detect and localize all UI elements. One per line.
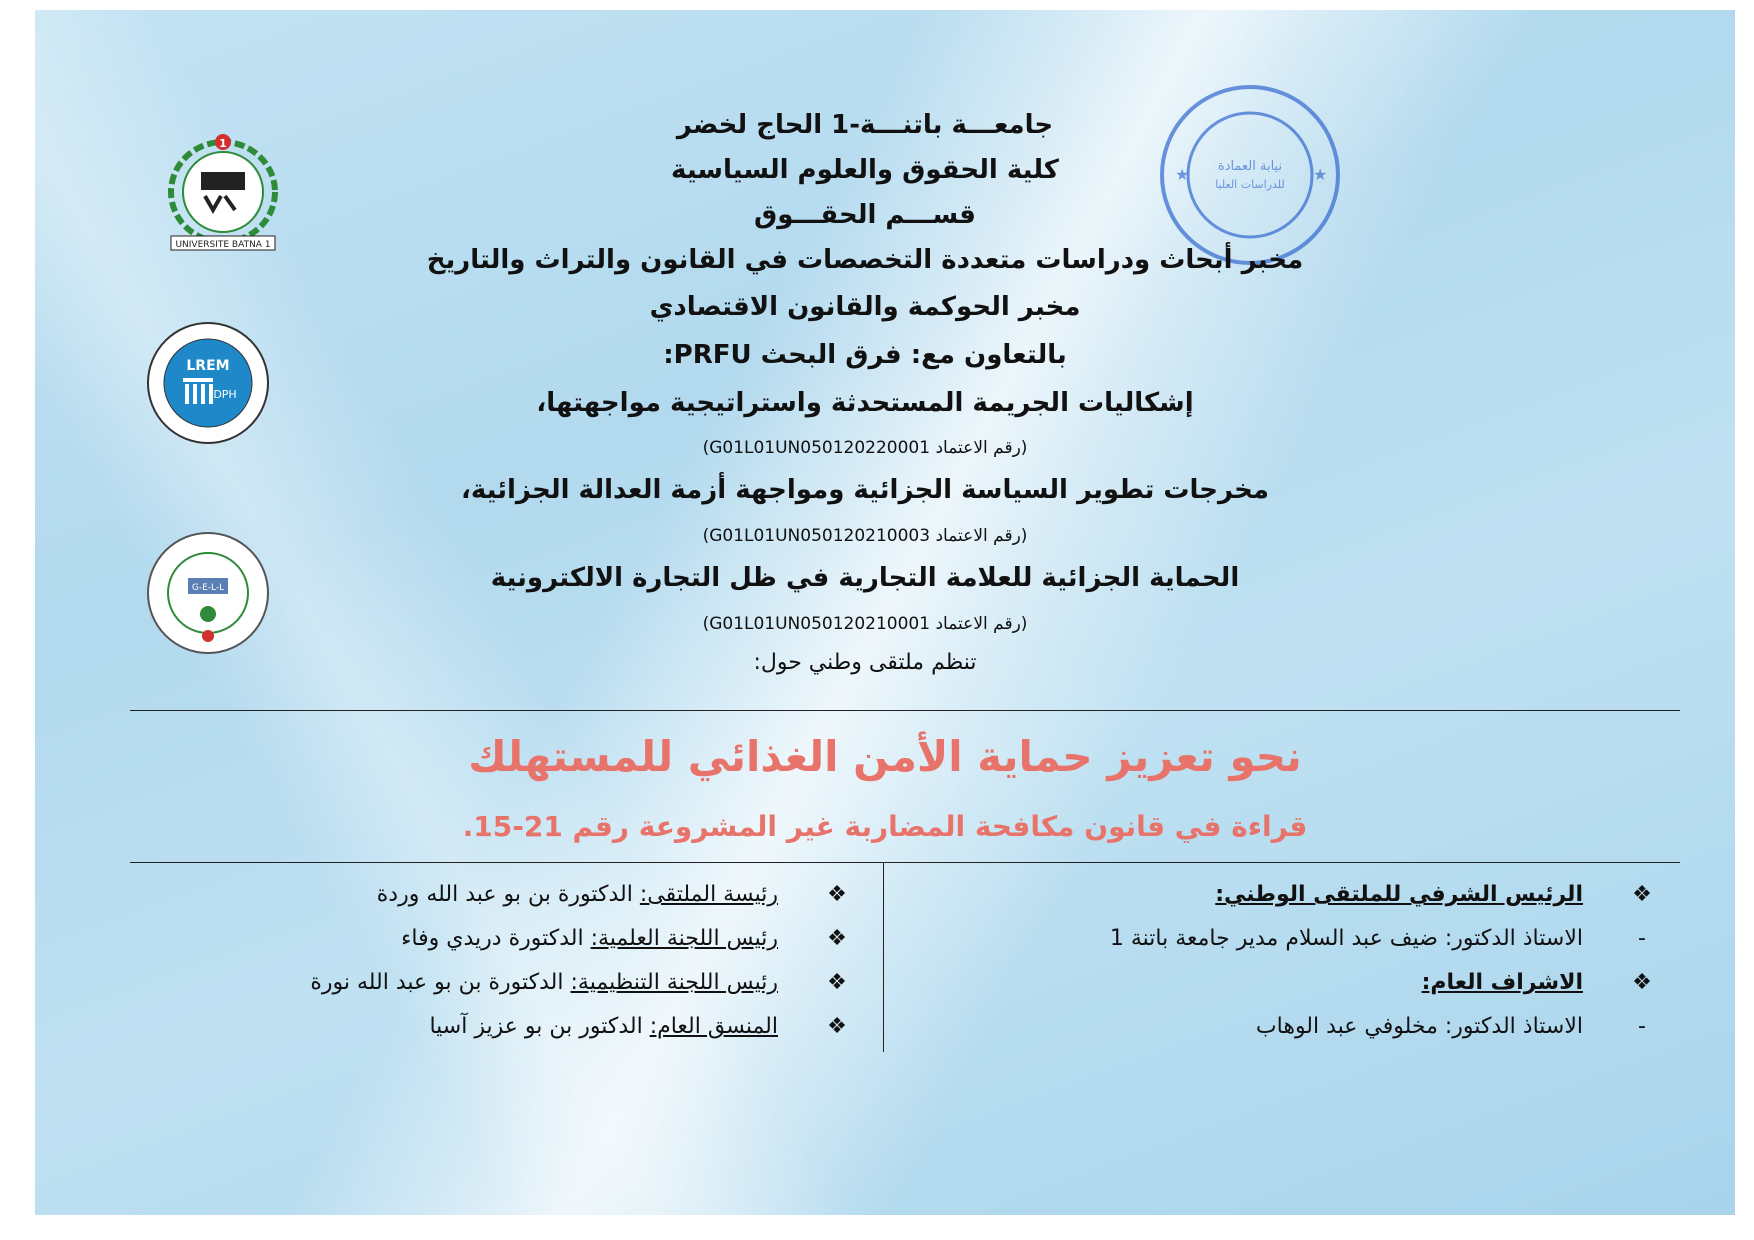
organizing-committee-label: رئيس اللجنة التنظيمية: (570, 970, 778, 995)
bullet-icon: ❖ (1632, 882, 1652, 907)
conference-title: نحو تعزيز حماية الأمن الغذائي للمستهلك (468, 732, 1302, 781)
bottom-divider (130, 862, 1680, 863)
chair-label: رئيسة الملتقى: (639, 882, 778, 907)
organize-line: تنظم ملتقى وطني حول: (753, 650, 977, 675)
svg-text:1: 1 (219, 137, 227, 150)
lab-lrem-text: LREM (186, 358, 230, 374)
lab-governance-logo (143, 528, 273, 658)
lab-name-1: مخبر أبحاث ودراسات متعددة التخصصات في القانون والتراث والتاريخ (426, 245, 1304, 275)
university-name: جامعـــة باتنـــة-1 الحاج لخضر (676, 110, 1054, 140)
dash-icon: - (1638, 1014, 1646, 1039)
lab-lrem-sub: DPH (213, 388, 237, 401)
lab-lrem-logo (143, 318, 273, 448)
honorary-chair-name: الاستاذ الدكتور: ضيف عبد السلام مدير جامعة باتنة 1 (1109, 926, 1583, 951)
bullet-icon: ❖ (827, 882, 847, 907)
svg-text:للدراسات العليا: للدراسات العليا (1215, 178, 1285, 191)
list-item (915, 968, 1655, 1012)
department-name: قســـم الحقـــوق (754, 200, 976, 230)
research-team-3: الحماية الجزائية للعلامة التجارية في ظل التجارة الالكترونية (490, 563, 1240, 593)
honorary-column (915, 880, 1655, 1056)
svg-text:★: ★ (1175, 165, 1190, 184)
lab-governance-text: G-E-L-L (191, 583, 225, 593)
collaboration-line: بالتعاون مع: فرق البحث PRFU: (663, 340, 1067, 370)
list-item (915, 1012, 1655, 1056)
svg-text:نيابة العمادة: نيابة العمادة (1217, 159, 1283, 174)
lab-name-2: مخبر الحوكمة والقانون الاقتصادي (649, 292, 1081, 322)
university-logo (143, 130, 303, 265)
bullet-icon: ❖ (827, 926, 847, 951)
research-team-2: مخرجات تطوير السياسة الجزائية ومواجهة أزمة العدالة الجزائية، (460, 475, 1270, 505)
chair-name: الدكتورة بن بو عبد الله وردة (376, 882, 633, 907)
university-logo-text: UNIVERSITE BATNA 1 (175, 240, 271, 250)
list-item (915, 880, 1655, 924)
research-team-3-code: (رقم الاعتماد G01L01UN050120210001) (702, 614, 1028, 634)
coordinator-name: الدكتور بن بو عزيز آسيا (429, 1014, 643, 1039)
dash-icon: - (1638, 926, 1646, 951)
official-stamp (1155, 80, 1345, 270)
top-divider (130, 710, 1680, 711)
list-item (130, 924, 850, 968)
bullet-icon: ❖ (827, 1014, 847, 1039)
organizing-committee-name: الدكتورة بن بو عبد الله نورة (310, 970, 564, 995)
list-item (130, 1012, 850, 1056)
bullet-icon: ❖ (1632, 970, 1652, 995)
list-item (130, 968, 850, 1012)
conference-subtitle: قراءة في قانون مكافحة المضاربة غير المشروعة رقم 21-15. (462, 810, 1308, 843)
bullet-icon: ❖ (827, 970, 847, 995)
supervision-name: الاستاذ الدكتور: مخلوفي عبد الوهاب (1255, 1014, 1583, 1039)
scientific-committee-name: الدكتورة دريدي وفاء (401, 926, 584, 951)
document-sheet (35, 10, 1735, 1215)
list-item (130, 880, 850, 924)
coordinator-label: المنسق العام: (649, 1014, 778, 1039)
svg-text:★: ★ (1313, 165, 1328, 184)
research-team-2-code: (رقم الاعتماد G01L01UN050120210003) (702, 526, 1028, 546)
faculty-name: كلية الحقوق والعلوم السياسية (671, 155, 1059, 185)
research-team-1: إشكاليات الجريمة المستحدثة واستراتيجية مواجهتها، (536, 388, 1194, 418)
research-team-1-code: (رقم الاعتماد G01L01UN050120220001) (702, 438, 1028, 458)
scientific-committee-label: رئيس اللجنة العلمية: (590, 926, 778, 951)
column-divider (883, 862, 884, 1052)
list-item (915, 924, 1655, 968)
committee-column (130, 880, 850, 1056)
honorary-chair-label: الرئيس الشرفي للملتقى الوطني: (1215, 882, 1583, 907)
supervision-label: الاشراف العام: (1421, 970, 1583, 995)
